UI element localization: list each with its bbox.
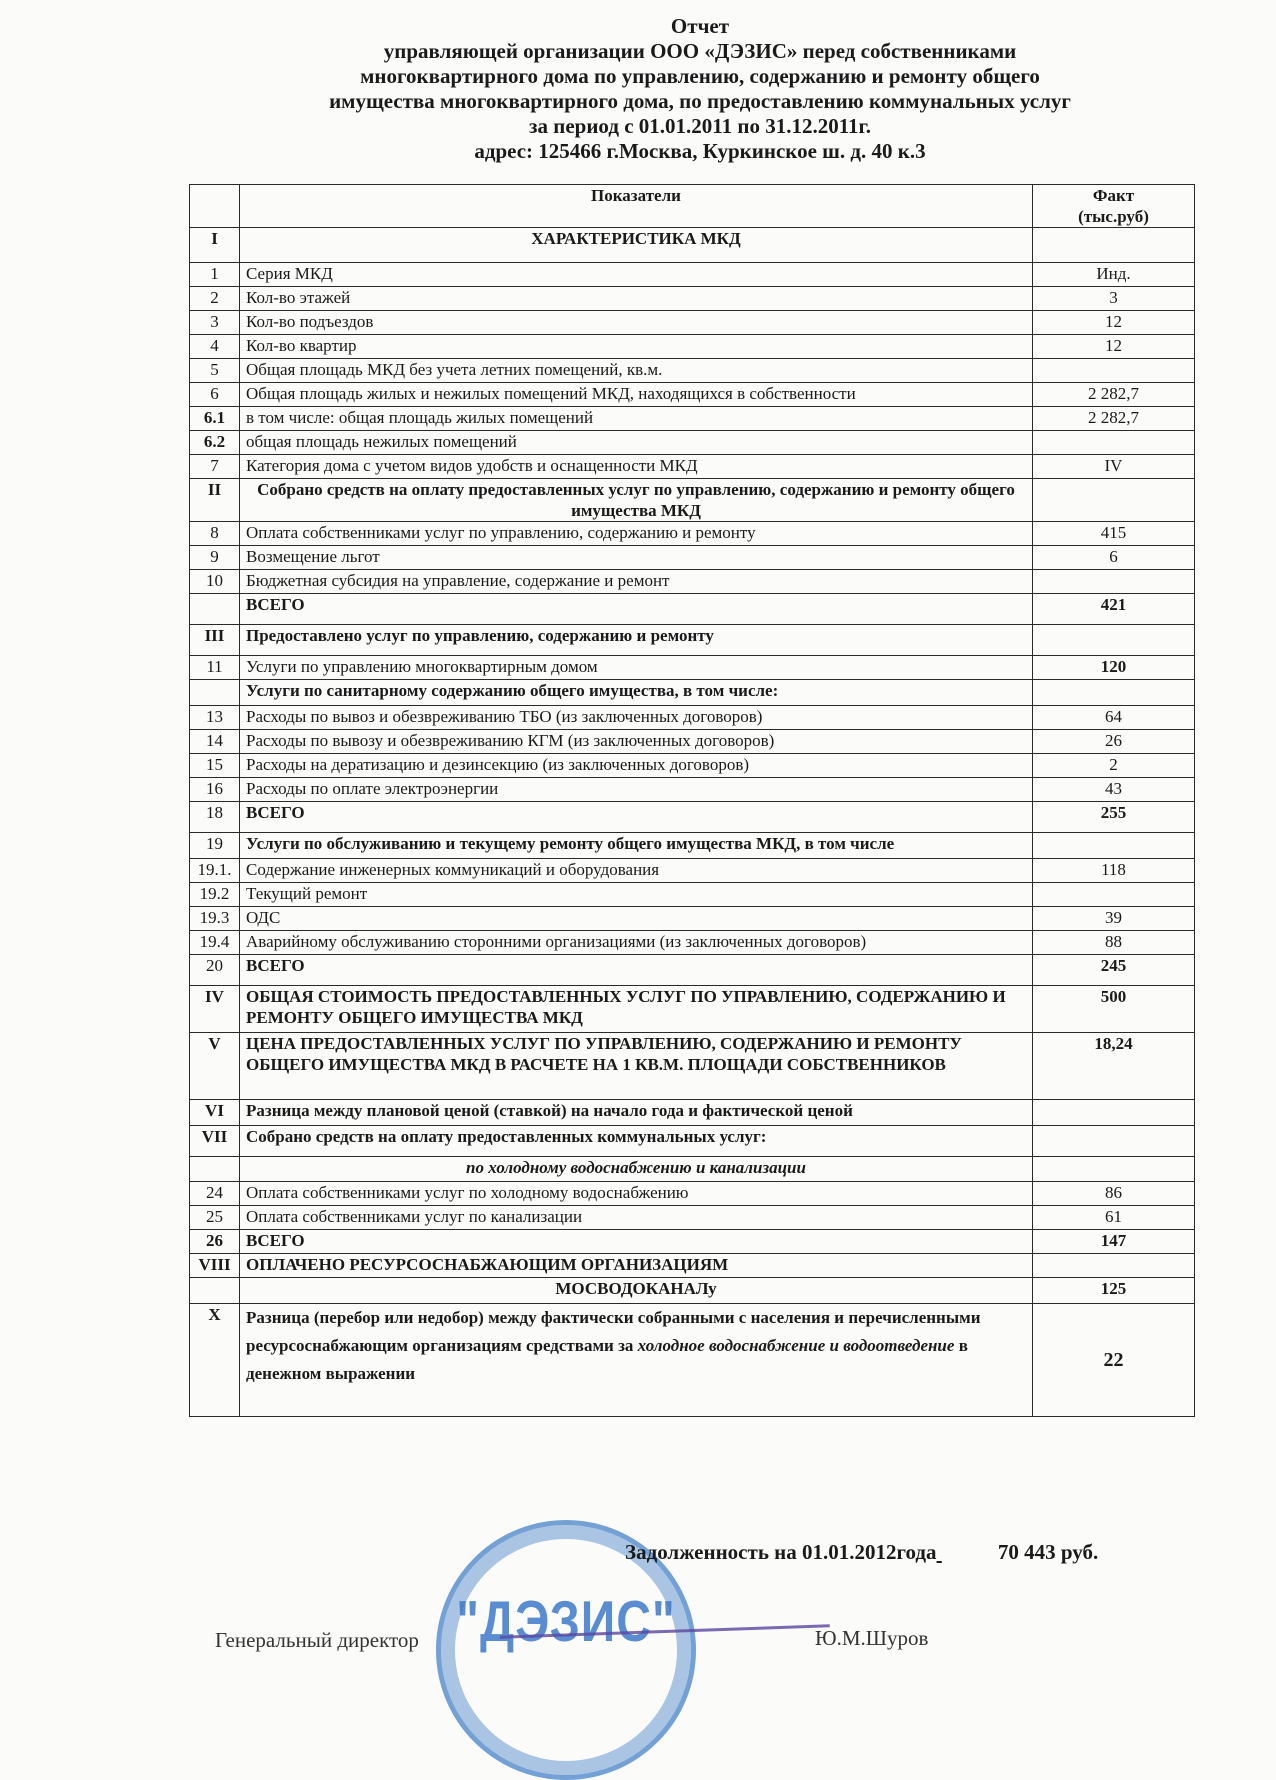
header-fact <box>1033 185 1195 228</box>
table-row <box>190 228 1195 263</box>
row-number <box>190 680 240 706</box>
row-value <box>1033 228 1195 263</box>
header-indicators: Показатели <box>240 185 1033 228</box>
row-value: 26 <box>1033 730 1195 754</box>
row-label: Расходы на дератизацию и дезинсекцию (из заключенных договоров) <box>240 754 1033 778</box>
row-number: 13 <box>190 706 240 730</box>
row-value: 120 <box>1033 656 1195 680</box>
row-number: 1 <box>190 263 240 287</box>
row-number: 15 <box>190 754 240 778</box>
row-number: 6 <box>190 383 240 407</box>
table-row <box>190 625 1195 656</box>
table-row <box>190 955 1195 986</box>
row-label: Общая площадь МКД без учета летних помещений, кв.м. <box>240 359 1033 383</box>
table-row <box>190 383 1195 407</box>
row-number: 9 <box>190 546 240 570</box>
row-number: III <box>190 625 240 656</box>
header-fact-line2: (тыс.руб) <box>1078 207 1149 226</box>
table-row <box>190 656 1195 680</box>
table-row <box>190 335 1195 359</box>
row-label: Услуги по санитарному содержанию общего имущества, в том числе: <box>240 680 1033 706</box>
row-value <box>1033 1100 1195 1126</box>
row-number: 4 <box>190 335 240 359</box>
row-label: ВСЕГО <box>240 594 1033 625</box>
row-number: 10 <box>190 570 240 594</box>
row-value: 39 <box>1033 907 1195 931</box>
row-number: 19.1. <box>190 859 240 883</box>
table-row <box>190 479 1195 522</box>
debt-amount: 70 443 руб. <box>997 1540 1099 1564</box>
row-number <box>190 594 240 625</box>
row-value: 147 <box>1033 1230 1195 1254</box>
title-line: за период с 01.01.2011 по 31.12.2011г. <box>529 114 871 138</box>
row-value: 12 <box>1033 311 1195 335</box>
table-row <box>190 1100 1195 1126</box>
row-value <box>1033 1126 1195 1157</box>
row-label: Собрано средств на оплату предоставленных коммунальных услуг: <box>240 1126 1033 1157</box>
row-label-part: холодное водоснабжение и водоотведение <box>637 1336 955 1355</box>
row-label: Собрано средств на оплату предоставленных услуг по управлению, содержанию и ремонту общего имущества МКД <box>240 479 1033 522</box>
row-value <box>1033 833 1195 859</box>
signer-title: Генеральный директор <box>215 1628 419 1652</box>
row-value: 3 <box>1033 287 1195 311</box>
address-line: адрес: 125466 г.Москва, Куркинское ш. д. 40 к.3 <box>474 139 926 163</box>
row-value: 421 <box>1033 594 1195 625</box>
row-number: 19.3 <box>190 907 240 931</box>
row-label: Аварийному обслуживанию сторонними организациями (из заключенных договоров) <box>240 931 1033 955</box>
row-value: 118 <box>1033 859 1195 883</box>
row-value: 86 <box>1033 1182 1195 1206</box>
row-label: ЦЕНА ПРЕДОСТАВЛЕННЫХ УСЛУГ ПО УПРАВЛЕНИЮ, СОДЕРЖАНИЮ И РЕМОНТУ ОБЩЕГО ИМУЩЕСТВА МКД В РАСЧЕТЕ НА 1 КВ.М. ПЛОЩАДИ СОБСТВЕННИКОВ <box>240 1033 1033 1100</box>
row-value <box>1033 359 1195 383</box>
row-value <box>1033 1254 1195 1278</box>
header-fact-line1: Факт <box>1092 186 1135 205</box>
title-line: управляющей организации ООО «ДЭЗИС» перед собственниками <box>383 39 1017 63</box>
row-label: Оплата собственниками услуг по канализации <box>240 1206 1033 1230</box>
table-row <box>190 594 1195 625</box>
report-table <box>189 184 1195 1417</box>
row-label: Разница между плановой ценой (ставкой) на начало года и фактической ценой <box>240 1100 1033 1126</box>
row-value: Инд. <box>1033 263 1195 287</box>
row-label: ОБЩАЯ СТОИМОСТЬ ПРЕДОСТАВЛЕННЫХ УСЛУГ ПО УПРАВЛЕНИЮ, СОДЕРЖАНИЮ И РЕМОНТУ ОБЩЕГО ИМУЩЕСТВА МКД <box>240 986 1033 1033</box>
row-label: Расходы по вывозу и обезвреживанию КГМ (из заключенных договоров) <box>240 730 1033 754</box>
row-value: 64 <box>1033 706 1195 730</box>
row-number: 24 <box>190 1182 240 1206</box>
table-row <box>190 1033 1195 1100</box>
row-label: Кол-во подъездов <box>240 311 1033 335</box>
row-value: 500 <box>1033 986 1195 1033</box>
row-value: 12 <box>1033 335 1195 359</box>
row-number: X <box>190 1304 240 1417</box>
table-row <box>190 1254 1195 1278</box>
row-value <box>1033 570 1195 594</box>
row-value: 245 <box>1033 955 1195 986</box>
row-number <box>190 1278 240 1304</box>
row-number: I <box>190 228 240 263</box>
table-row <box>190 802 1195 833</box>
row-label: ОПЛАЧЕНО РЕСУРСОСНАБЖАЮЩИМ ОРГАНИЗАЦИЯМ <box>240 1254 1033 1278</box>
table-row <box>190 311 1195 335</box>
row-label: Оплата собственниками услуг по холодному водоснабжению <box>240 1182 1033 1206</box>
row-label: Возмещение льгот <box>240 546 1033 570</box>
row-number: 19 <box>190 833 240 859</box>
row-value: 43 <box>1033 778 1195 802</box>
row-number: 6.1 <box>190 407 240 431</box>
row-label: Услуги по управлению многоквартирным домом <box>240 656 1033 680</box>
row-label: Расходы по оплате электроэнергии <box>240 778 1033 802</box>
row-label: ХАРАКТЕРИСТИКА МКД <box>240 228 1033 263</box>
table-row <box>190 931 1195 955</box>
row-value <box>1033 431 1195 455</box>
header-num-cell <box>190 185 240 228</box>
stamp-text: "ДЭЗИС" <box>456 1590 676 1655</box>
row-number: 16 <box>190 778 240 802</box>
title-line: Отчет <box>670 14 730 38</box>
row-value: 255 <box>1033 802 1195 833</box>
table-row <box>190 730 1195 754</box>
row-label-part: Разница (перебор или недобор) между фактически собранными с населения и перечисленными ресурсоснабжающим организациям средствами за <box>246 1308 981 1355</box>
row-number: VI <box>190 1100 240 1126</box>
row-value <box>1033 883 1195 907</box>
row-label: ОДС <box>240 907 1033 931</box>
table-row <box>190 570 1195 594</box>
table-row <box>190 833 1195 859</box>
table-row <box>190 546 1195 570</box>
table-row <box>190 1278 1195 1304</box>
row-label: Кол-во квартир <box>240 335 1033 359</box>
table-row <box>190 287 1195 311</box>
table-row <box>190 778 1195 802</box>
row-number: VIII <box>190 1254 240 1278</box>
row-number: IV <box>190 986 240 1033</box>
row-number: 5 <box>190 359 240 383</box>
table-row <box>190 1126 1195 1157</box>
row-number: 25 <box>190 1206 240 1230</box>
row-label: МОСВОДОКАНАЛу <box>240 1278 1033 1304</box>
table-row <box>190 455 1195 479</box>
row-label: Бюджетная субсидия на управление, содержание и ремонт <box>240 570 1033 594</box>
row-label: ВСЕГО <box>240 955 1033 986</box>
row-value: 2 <box>1033 754 1195 778</box>
row-label: Расходы по вывоз и обезвреживанию ТБО (из заключенных договоров) <box>240 706 1033 730</box>
table-row <box>190 522 1195 546</box>
row-label: Текущий ремонт <box>240 883 1033 907</box>
row-label: Общая площадь жилых и нежилых помещений МКД, находящихся в собственности <box>240 383 1033 407</box>
row-label: ВСЕГО <box>240 802 1033 833</box>
row-label: общая площадь нежилых помещений <box>240 431 1033 455</box>
table-row <box>190 1230 1195 1254</box>
row-number: 18 <box>190 802 240 833</box>
table-row <box>190 407 1195 431</box>
table-row <box>190 263 1195 287</box>
table-row <box>190 986 1195 1033</box>
row-value: 88 <box>1033 931 1195 955</box>
row-value: 22 <box>1033 1304 1195 1417</box>
table-row <box>190 883 1195 907</box>
table-row <box>190 680 1195 706</box>
table-row <box>190 431 1195 455</box>
row-number: 8 <box>190 522 240 546</box>
table-row <box>190 706 1195 730</box>
row-value: 2 282,7 <box>1033 407 1195 431</box>
table-row <box>190 359 1195 383</box>
signer-name: Ю.М.Шуров <box>815 1626 929 1650</box>
row-value: 18,24 <box>1033 1033 1195 1100</box>
row-value <box>1033 1157 1195 1182</box>
row-value: 125 <box>1033 1278 1195 1304</box>
debt-line <box>625 1540 1098 1565</box>
table-row <box>190 907 1195 931</box>
row-label: Категория дома с учетом видов удобств и оснащенности МКД <box>240 455 1033 479</box>
table-row <box>190 1304 1195 1417</box>
row-number: II <box>190 479 240 522</box>
row-label-part: в денежном выражении <box>246 1336 968 1383</box>
title-line: имущества многоквартирного дома, по предоставлению коммунальных услуг <box>329 89 1071 113</box>
row-number: 20 <box>190 955 240 986</box>
table-row <box>190 754 1195 778</box>
row-value <box>1033 479 1195 522</box>
debt-label: Задолженность на 01.01.2012года <box>625 1540 937 1564</box>
table-row <box>190 1182 1195 1206</box>
row-value: IV <box>1033 455 1195 479</box>
row-number: 7 <box>190 455 240 479</box>
row-label: Серия МКД <box>240 263 1033 287</box>
row-label: в том числе: общая площадь жилых помещений <box>240 407 1033 431</box>
row-value <box>1033 680 1195 706</box>
table-row <box>190 1157 1195 1182</box>
row-label: по холодному водоснабжению и канализации <box>240 1157 1033 1182</box>
row-number: 19.2 <box>190 883 240 907</box>
row-number: 19.4 <box>190 931 240 955</box>
row-number: 14 <box>190 730 240 754</box>
row-number: 26 <box>190 1230 240 1254</box>
row-number <box>190 1157 240 1182</box>
row-number: 6.2 <box>190 431 240 455</box>
row-value: 415 <box>1033 522 1195 546</box>
title-line: многоквартирного дома по управлению, содержанию и ремонту общего <box>360 64 1040 88</box>
row-label: Оплата собственниками услуг по управлению, содержанию и ремонту <box>240 522 1033 546</box>
row-label <box>240 1304 1033 1417</box>
row-label: Содержание инженерных коммуникаций и оборудования <box>240 859 1033 883</box>
report-title <box>180 14 1220 164</box>
row-label: Услуги по обслуживанию и текущему ремонту общего имущества МКД, в том числе <box>240 833 1033 859</box>
row-value: 61 <box>1033 1206 1195 1230</box>
row-label: ВСЕГО <box>240 1230 1033 1254</box>
table-row <box>190 859 1195 883</box>
row-number: 2 <box>190 287 240 311</box>
row-number: 11 <box>190 656 240 680</box>
row-label: Кол-во этажей <box>240 287 1033 311</box>
row-value <box>1033 625 1195 656</box>
row-number: VII <box>190 1126 240 1157</box>
row-value: 2 282,7 <box>1033 383 1195 407</box>
row-label: Предоставлено услуг по управлению, содержанию и ремонту <box>240 625 1033 656</box>
row-number: 3 <box>190 311 240 335</box>
table-header-row <box>190 185 1195 228</box>
row-value: 6 <box>1033 546 1195 570</box>
row-number: V <box>190 1033 240 1100</box>
table-row <box>190 1206 1195 1230</box>
